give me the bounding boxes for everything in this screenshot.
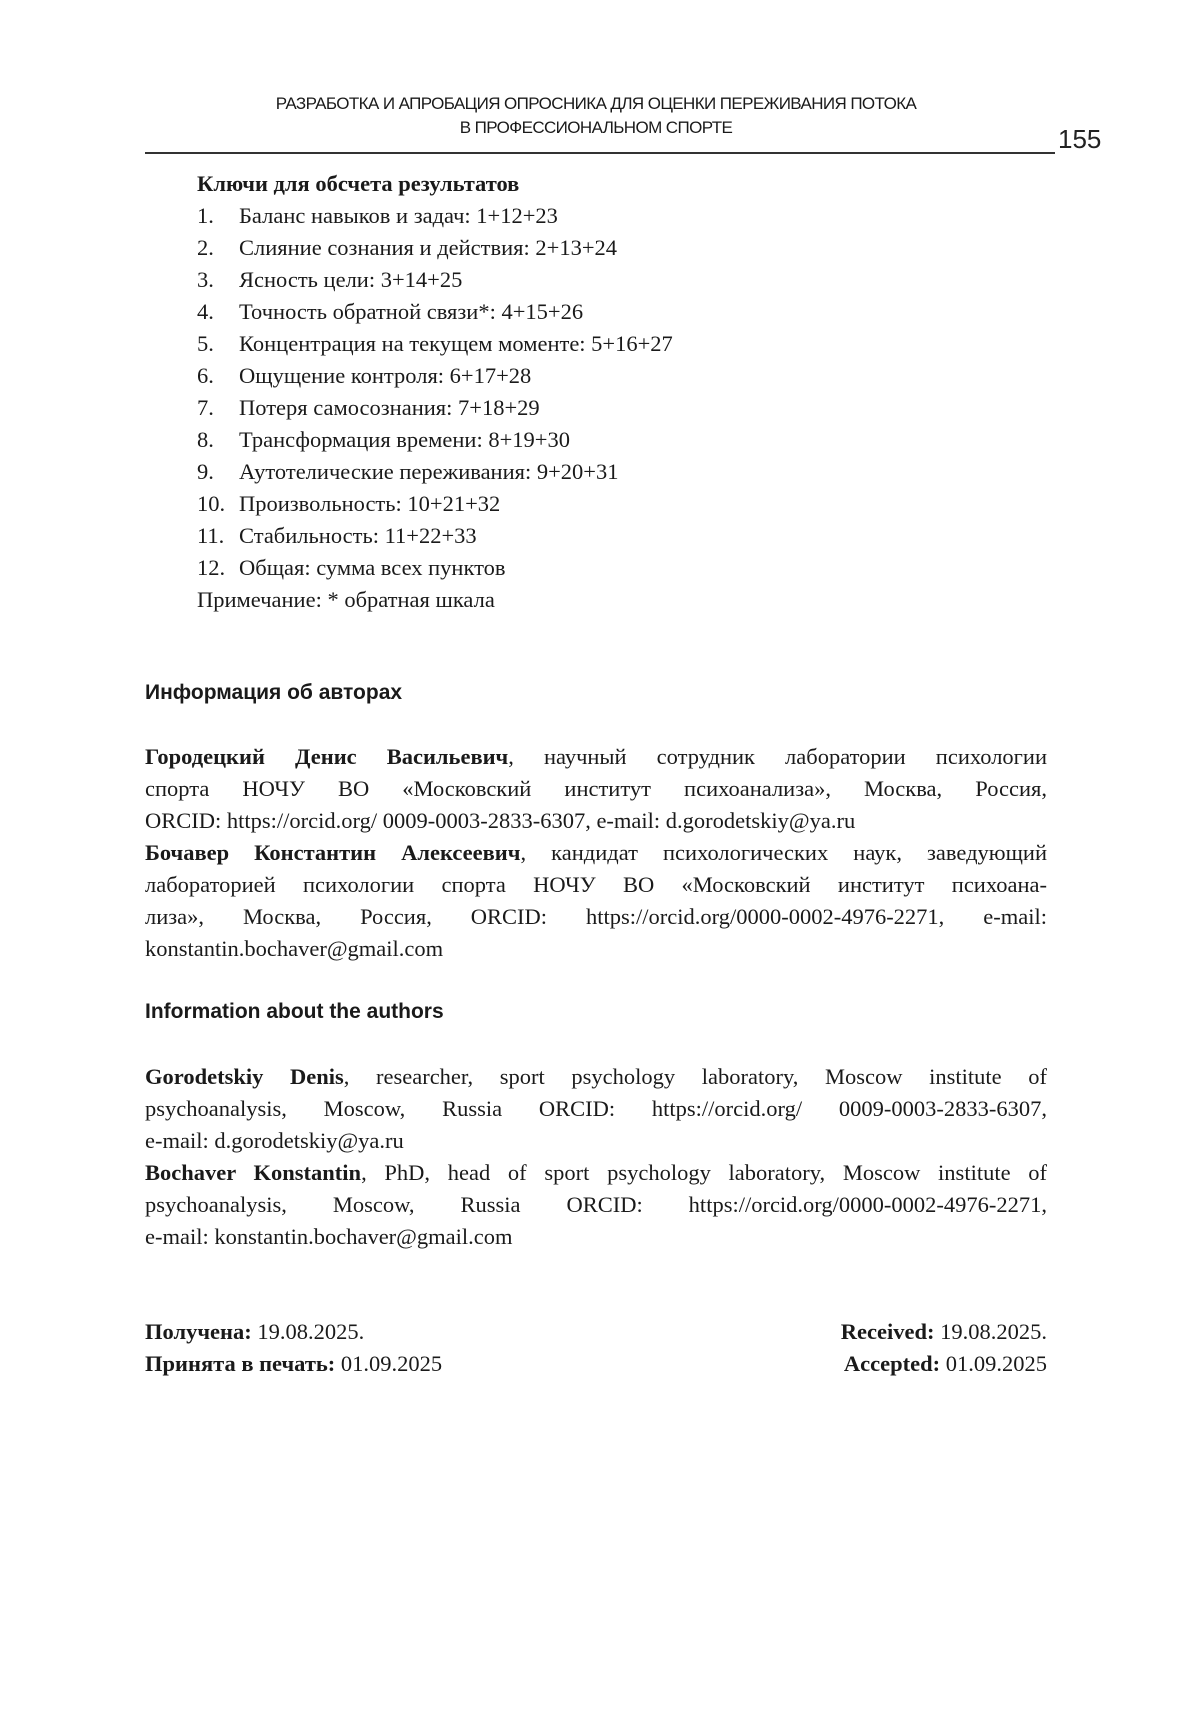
- author-name: Gorodetskiy Denis: [145, 1064, 344, 1089]
- value: 01.09.2025: [940, 1351, 1047, 1376]
- author-text: psychoanalysis, Moscow, Russia ORCID: https://orcid.org/ 0009-0003-2833-6307,: [145, 1096, 1047, 1121]
- author-ru-2: [145, 837, 1047, 869]
- author-text: , научный сотрудник лаборатории психологии: [508, 744, 1047, 769]
- item-number: 7.: [197, 395, 214, 420]
- item-number: 9.: [197, 459, 214, 484]
- item-text: Произвольность: 10+21+32: [239, 491, 501, 516]
- scoring-key-item: [197, 392, 1047, 424]
- scoring-key-item: [197, 232, 1047, 264]
- item-text: Точность обратной связи*: 4+15+26: [239, 299, 584, 324]
- item-text: Ощущение контроля: 6+17+28: [239, 363, 532, 388]
- author-text: лабораторией психологии спорта НОЧУ ВО «Московский институт психоана-: [145, 872, 1047, 897]
- item-text: Аутотелические переживания: 9+20+31: [239, 459, 619, 484]
- item-text: Общая: сумма всех пунктов: [239, 555, 506, 580]
- author-en-2: [145, 1157, 1047, 1189]
- scoring-keys-title: Ключи для обсчета результатов: [197, 171, 520, 196]
- item-number: 4.: [197, 299, 214, 324]
- received-ru: [145, 1316, 364, 1348]
- author-text: psychoanalysis, Moscow, Russia ORCID: https://orcid.org/0000-0002-4976-2271,: [145, 1192, 1047, 1217]
- author-text: , кандидат психологических наук, заведующий: [520, 840, 1047, 865]
- item-number: 12.: [197, 555, 226, 580]
- scoring-key-item: [197, 552, 1047, 584]
- item-text: Баланс навыков и задач: 1+12+23: [239, 203, 558, 228]
- item-number: 2.: [197, 235, 214, 260]
- author-name: Городецкий Денис Васильевич: [145, 744, 509, 769]
- scoring-key-item: [197, 424, 1047, 456]
- scoring-key-item: [197, 264, 1047, 296]
- scoring-key-item: [197, 456, 1047, 488]
- author-text: e-mail: d.gorodetskiy@ya.ru: [145, 1128, 404, 1153]
- authors-en-heading: Information about the authors: [145, 1000, 444, 1023]
- item-number: 1.: [197, 203, 214, 228]
- value: 19.08.2025.: [934, 1319, 1047, 1344]
- item-number: 6.: [197, 363, 214, 388]
- dates: [145, 1316, 1047, 1380]
- item-text: Слияние сознания и действия: 2+13+24: [239, 235, 618, 260]
- scoring-key-item: [197, 520, 1047, 552]
- label: Получена:: [145, 1319, 252, 1344]
- item-number: 3.: [197, 267, 214, 292]
- author-name: Bochaver Konstantin: [145, 1160, 362, 1185]
- author-text: спорта НОЧУ ВО «Московский институт психоанализа», Москва, Россия,: [145, 776, 1047, 801]
- author-ru-1: [145, 741, 1047, 773]
- item-text: Концентрация на текущем моменте: 5+16+27: [239, 331, 673, 356]
- item-number: 8.: [197, 427, 214, 452]
- authors-ru: [145, 741, 1047, 965]
- accepted-ru: [145, 1348, 442, 1380]
- item-number: 5.: [197, 331, 214, 356]
- item-text: Трансформация времени: 8+19+30: [239, 427, 570, 452]
- running-header-line1: РАЗРАБОТКА И АПРОБАЦИЯ ОПРОСНИКА ДЛЯ ОЦЕНКИ ПЕРЕЖИВАНИЯ ПОТОКА: [275, 94, 917, 113]
- authors-en: [145, 1061, 1047, 1253]
- label: Принята в печать:: [145, 1351, 336, 1376]
- scoring-keys: [197, 168, 1047, 616]
- author-text: e-mail: konstantin.bochaver@gmail.com: [145, 1224, 513, 1249]
- scoring-key-item: [197, 488, 1047, 520]
- author-name: Бочавер Константин Алексеевич: [145, 840, 521, 865]
- label: Accepted:: [843, 1351, 941, 1376]
- value: 01.09.2025: [335, 1351, 443, 1376]
- scoring-key-item: [197, 360, 1047, 392]
- scoring-note: Примечание: * обратная шкала: [197, 587, 495, 612]
- header-rule: [145, 152, 1055, 154]
- label: Received:: [840, 1319, 935, 1344]
- value: 19.08.2025.: [251, 1319, 365, 1344]
- scoring-key-item: [197, 296, 1047, 328]
- author-text: , researcher, sport psychology laboratory, Moscow institute of: [343, 1064, 1047, 1089]
- authors-ru-heading: Информация об авторах: [145, 681, 403, 704]
- running-header-line2: В ПРОФЕССИОНАЛЬНОМ СПОРТЕ: [459, 118, 733, 137]
- item-text: Стабильность: 11+22+33: [239, 523, 477, 548]
- scoring-key-item: [197, 200, 1047, 232]
- author-text: ORCID: https://orcid.org/ 0009-0003-2833-6307, e-mail: d.gorodetskiy@ya.ru: [145, 808, 856, 833]
- author-text: konstantin.bochaver@gmail.com: [145, 936, 444, 961]
- item-text: Потеря самосознания: 7+18+29: [239, 395, 540, 420]
- item-number: 10.: [197, 491, 226, 516]
- author-en-1: [145, 1061, 1047, 1093]
- accepted-en: [844, 1348, 1047, 1380]
- page-number: 155: [1058, 124, 1102, 154]
- received-en: [841, 1316, 1047, 1348]
- item-number: 11.: [197, 523, 225, 548]
- scoring-key-item: [197, 328, 1047, 360]
- author-text: лиза», Москва, Россия, ORCID: https://orcid.org/0000-0002-4976-2271, e-mail:: [145, 904, 1047, 929]
- item-text: Ясность цели: 3+14+25: [239, 267, 463, 292]
- author-text: , PhD, head of sport psychology laboratory, Moscow institute of: [361, 1160, 1048, 1185]
